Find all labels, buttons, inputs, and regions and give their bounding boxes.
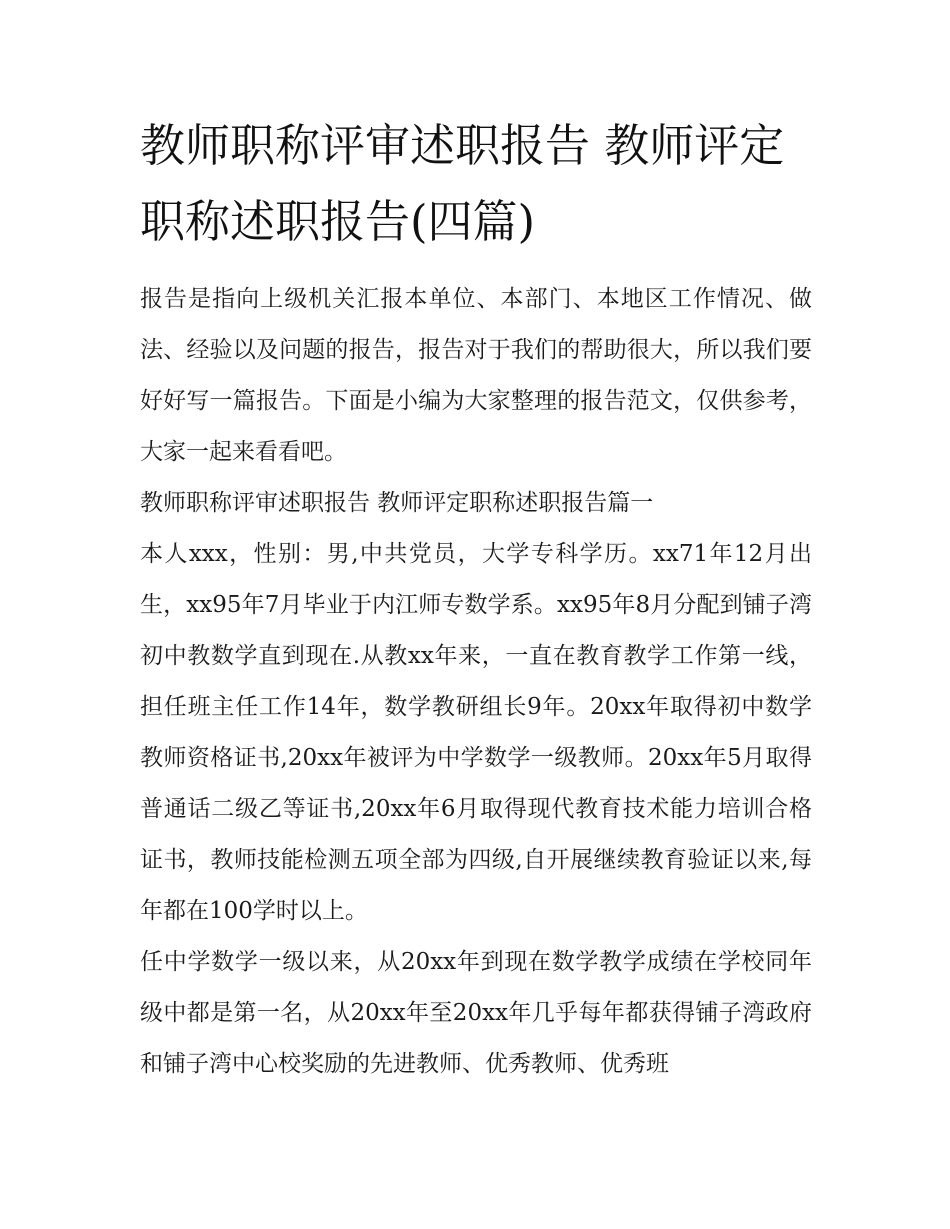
intro-paragraph: 报告是指向上级机关汇报本单位、本部门、本地区工作情况、做法、经验以及问题的报告，报告对于我们的帮助很大，所以我们要好好写一篇报告。下面是小编为大家整理的报告范文，仅供参考，大家一起来看看吧。	[140, 286, 812, 465]
body-paragraph: 任中学数学一级以来，从20xx年到现在数学教学成绩在学校同年级中都是第一名，从20xx年至20xx年几乎每年都获得铺子湾政府和铺子湾中心校奖励的先进教师、优秀教师、优秀班	[140, 949, 812, 1077]
document-body	[140, 108, 812, 1090]
body-paragraph: 本人xxx，性别：男,中共党员，大学专科学历。xx71年12月出生，xx95年7月毕业于内江师专数学系。xx95年8月分配到铺子湾初中教数学直到现在.从教xx年来，一直在教育教学工作第一线，担任班主任工作14年，数学教研组长9年。20xx年取得初中数学教师资格证书,20xx年被评为中学数学一级教师。20xx年5月取得普通话二级乙等证书,20xx年6月取得现代教育技术能力培训合格证书，教师技能检测五项全部为四级,自开展继续教育验证以来,每年都在100学时以上。	[140, 541, 812, 924]
document-title: 教师职称评审述职报告 教师评定职称述职报告(四篇)	[140, 119, 785, 248]
section-heading: 教师职称评审述职报告 教师评定职称述职报告篇一	[140, 490, 654, 516]
